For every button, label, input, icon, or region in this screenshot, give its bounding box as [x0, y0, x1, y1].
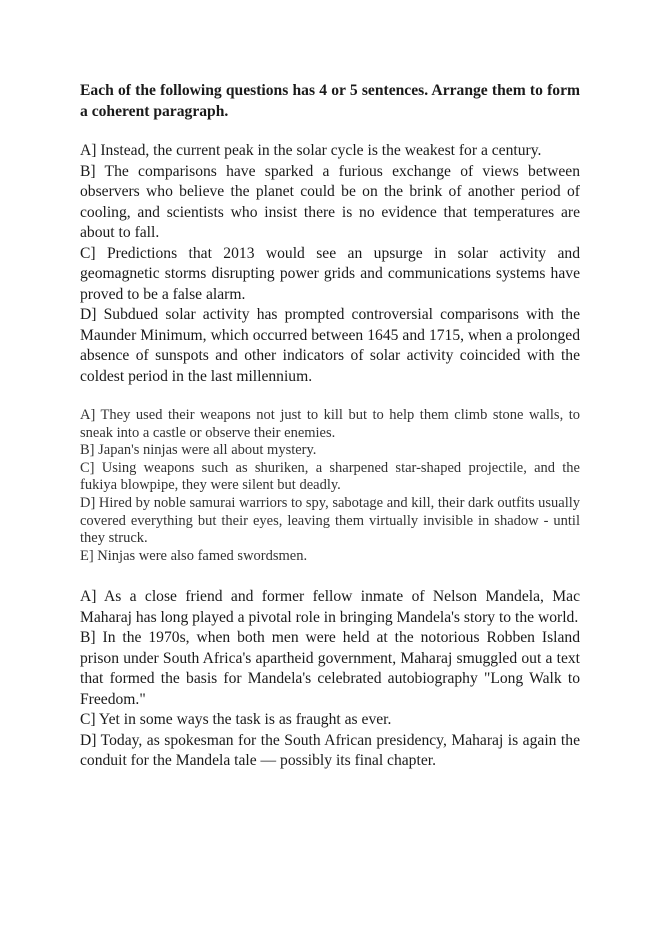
question-2-sentence-b: B] Japan's ninjas were all about mystery.	[80, 442, 317, 459]
question-1-sentence-b: B] The comparisons have sparked a furious exchange of views between observers who believe the planet could be on the brink of another period of cooling, and scientists who insist there is no evidence that temperatures are about to fall.	[80, 162, 580, 241]
question-3-sentence-a: A] As a close friend and former fellow inmate of Nelson Mandela, Mac Maharaj has long played a pivotal role in bringing Mandela's story to the world.	[80, 588, 580, 626]
document-page	[80, 80, 580, 772]
question-2-sentence-d: D] Hired by noble samurai warriors to spy, sabotage and kill, their dark outfits usually covered everything but their eyes, leaving them virtually invisible in shadow - until they struck.	[80, 494, 581, 547]
question-2	[80, 407, 580, 565]
question-2-sentence-c: C] Using weapons such as shuriken, a sharpened star-shaped projectile, and the fukiya blowpipe, they were silent but deadly.	[80, 459, 580, 494]
question-3-sentence-c: C] Yet in some ways the task is as fraught as ever.	[80, 711, 392, 729]
question-2-sentence-e: E] Ninjas were also famed swordsmen.	[80, 547, 308, 564]
instruction-heading: Each of the following questions has 4 or 5 sentences. Arrange them to form a coherent paragraph.	[80, 82, 580, 120]
question-3-sentence-d: D] Today, as spokesman for the South African presidency, Maharaj is again the conduit for the Mandela tale — possibly its final chapter.	[80, 731, 580, 770]
question-3-sentence-b: B] In the 1970s, when both men were held at the notorious Robben Island prison under South Africa's apartheid government, Maharaj smuggled out a text that formed the basis for Mandela's celebrated autobiography "Long Walk to Freedom."	[80, 629, 580, 708]
question-2-sentence-a: A] They used their weapons not just to kill but to help them climb stone walls, to sneak into a castle or observe their enemies.	[80, 407, 580, 441]
question-1-sentence-a: A] Instead, the current peak in the solar cycle is the weakest for a century.	[80, 142, 542, 159]
question-3	[80, 587, 580, 772]
question-1	[80, 141, 580, 387]
question-1-sentence-d: D] Subdued solar activity has prompted controversial comparisons with the Maunder Minimum, which occurred between 1645 and 1715, when a prolonged absence of sunspots and other indicators of solar activity coincided with the coldest period in the last millennium.	[80, 306, 580, 385]
question-1-sentence-c: C] Predictions that 2013 would see an upsurge in solar activity and geomagnetic storms disrupting power grids and communications systems have proved to be a false alarm.	[80, 244, 580, 303]
